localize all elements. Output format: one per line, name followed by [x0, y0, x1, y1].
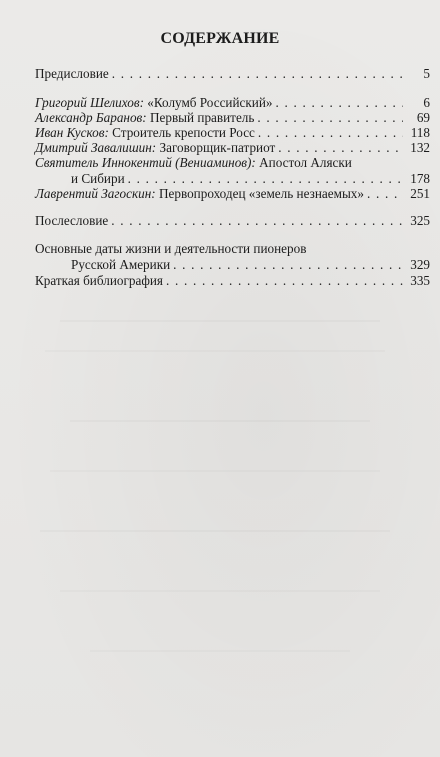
toc-entry-label-continued: Русской Америки — [71, 257, 171, 272]
toc-entry — [35, 186, 430, 202]
leader-dots — [258, 125, 403, 141]
toc-entry-label: Строитель крепости Росс — [108, 125, 255, 140]
toc-entry-author: Иван Кусков: — [35, 125, 109, 140]
toc-entry — [35, 110, 430, 126]
toc-entry — [35, 241, 430, 273]
toc-page-number: 325 — [410, 213, 430, 228]
toc-entry-label: Предисловие — [35, 66, 109, 81]
leader-dots — [367, 186, 403, 202]
leader-dots — [128, 171, 403, 187]
toc-entry-label: Первопроходец «земель незнаемых» — [155, 186, 364, 201]
toc-entry-author: Александр Баранов: — [35, 110, 147, 125]
page-title: СОДЕРЖАНИЕ — [160, 30, 280, 47]
toc-entry-label: Первый правитель — [146, 110, 255, 125]
toc-page-number: 335 — [410, 273, 430, 288]
toc-entry — [35, 125, 430, 141]
leader-dots — [112, 66, 403, 82]
toc-page-number: 132 — [410, 140, 430, 155]
toc-entry — [35, 155, 430, 187]
leader-dots — [173, 257, 403, 273]
toc-entry-author: Святитель Иннокентий (Вениаминов): — [35, 155, 256, 170]
leader-dots — [166, 273, 403, 289]
toc-entry-author: Григорий Шелихов: — [35, 95, 144, 110]
toc-entry-label: Апостол Аляски — [255, 155, 352, 170]
toc-page-number: 251 — [410, 186, 430, 201]
toc-entry-label: Основные даты жизни и деятельности пионеров — [35, 241, 307, 256]
toc-entry-label: Заговорщик-патриот — [156, 140, 276, 155]
leader-dots — [278, 140, 403, 156]
toc-entry-label: «Колумб Российский» — [144, 95, 273, 110]
toc-entry — [35, 213, 430, 229]
leader-dots — [276, 95, 403, 111]
toc-entry — [35, 95, 430, 111]
toc-entry-author: Лаврентий Загоскин: — [35, 186, 156, 201]
leader-dots — [257, 110, 403, 126]
toc-page-number: 6 — [423, 95, 430, 110]
toc-entry-label: Краткая библиография — [35, 273, 163, 288]
toc-entry-author: Дмитрий Завалишин: — [35, 140, 157, 155]
toc-page-number: 5 — [423, 66, 430, 81]
toc-page-number: 118 — [410, 125, 430, 140]
toc-page-number: 69 — [416, 110, 430, 125]
toc-entry-label-continued: и Сибири — [71, 171, 125, 186]
toc-page-number: 178 — [410, 171, 430, 186]
toc-entry — [35, 66, 430, 82]
leader-dots — [111, 213, 403, 229]
toc-entry-label: Послесловие — [35, 213, 109, 228]
toc-entry — [35, 273, 430, 289]
toc-entry — [35, 140, 430, 156]
toc-page-number: 329 — [410, 257, 430, 272]
